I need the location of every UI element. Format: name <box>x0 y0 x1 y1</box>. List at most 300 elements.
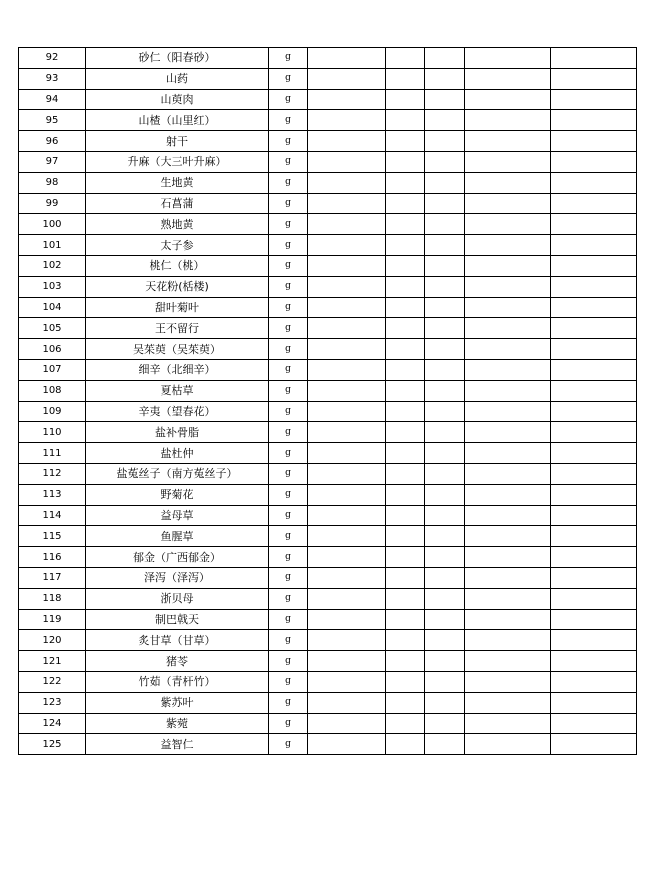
empty-cell-3 <box>425 89 465 110</box>
herb-name-cell: 升麻（大三叶升麻） <box>86 151 269 172</box>
empty-cell-3 <box>425 505 465 526</box>
row-number-cell: 121 <box>19 651 86 672</box>
empty-cell-4 <box>465 630 551 651</box>
empty-cell-1 <box>308 255 386 276</box>
empty-cell-4 <box>465 713 551 734</box>
empty-cell-5 <box>551 172 637 193</box>
empty-cell-4 <box>465 588 551 609</box>
empty-cell-3 <box>425 734 465 755</box>
empty-cell-1 <box>308 443 386 464</box>
unit-cell: g <box>269 609 308 630</box>
unit-cell: g <box>269 359 308 380</box>
table-row <box>19 630 637 651</box>
empty-cell-5 <box>551 443 637 464</box>
herb-name-cell: 竹茹（青杆竹） <box>86 671 269 692</box>
empty-cell-3 <box>425 630 465 651</box>
herb-name-cell: 盐补骨脂 <box>86 422 269 443</box>
table-row <box>19 713 637 734</box>
empty-cell-5 <box>551 671 637 692</box>
empty-cell-3 <box>425 359 465 380</box>
empty-cell-4 <box>465 214 551 235</box>
row-number-cell: 110 <box>19 422 86 443</box>
empty-cell-2 <box>386 151 425 172</box>
herb-name-cell: 猪苓 <box>86 651 269 672</box>
empty-cell-3 <box>425 588 465 609</box>
table-row <box>19 463 637 484</box>
table-row <box>19 547 637 568</box>
empty-cell-1 <box>308 359 386 380</box>
empty-cell-4 <box>465 380 551 401</box>
empty-cell-4 <box>465 172 551 193</box>
table-row <box>19 255 637 276</box>
table-row <box>19 193 637 214</box>
empty-cell-2 <box>386 339 425 360</box>
empty-cell-4 <box>465 255 551 276</box>
empty-cell-2 <box>386 567 425 588</box>
unit-cell: g <box>269 567 308 588</box>
empty-cell-1 <box>308 505 386 526</box>
empty-cell-4 <box>465 276 551 297</box>
table-row <box>19 401 637 422</box>
herb-name-cell: 山萸肉 <box>86 89 269 110</box>
herb-name-cell: 辛夷（望春花） <box>86 401 269 422</box>
empty-cell-2 <box>386 609 425 630</box>
unit-cell: g <box>269 547 308 568</box>
table-row <box>19 505 637 526</box>
unit-cell: g <box>269 651 308 672</box>
empty-cell-4 <box>465 339 551 360</box>
table-row <box>19 131 637 152</box>
empty-cell-1 <box>308 214 386 235</box>
unit-cell: g <box>269 526 308 547</box>
empty-cell-1 <box>308 172 386 193</box>
row-number-cell: 120 <box>19 630 86 651</box>
empty-cell-2 <box>386 630 425 651</box>
empty-cell-2 <box>386 380 425 401</box>
empty-cell-4 <box>465 692 551 713</box>
unit-cell: g <box>269 671 308 692</box>
unit-cell: g <box>269 380 308 401</box>
empty-cell-5 <box>551 193 637 214</box>
empty-cell-1 <box>308 567 386 588</box>
empty-cell-5 <box>551 339 637 360</box>
herb-name-cell: 生地黄 <box>86 172 269 193</box>
herb-name-cell: 紫菀 <box>86 713 269 734</box>
unit-cell: g <box>269 89 308 110</box>
empty-cell-4 <box>465 463 551 484</box>
herb-name-cell: 太子参 <box>86 235 269 256</box>
empty-cell-2 <box>386 276 425 297</box>
unit-cell: g <box>269 172 308 193</box>
unit-cell: g <box>269 630 308 651</box>
empty-cell-3 <box>425 671 465 692</box>
row-number-cell: 94 <box>19 89 86 110</box>
row-number-cell: 109 <box>19 401 86 422</box>
empty-cell-1 <box>308 380 386 401</box>
empty-cell-2 <box>386 68 425 89</box>
empty-cell-5 <box>551 401 637 422</box>
empty-cell-3 <box>425 526 465 547</box>
empty-cell-3 <box>425 318 465 339</box>
empty-cell-2 <box>386 422 425 443</box>
empty-cell-4 <box>465 401 551 422</box>
empty-cell-1 <box>308 630 386 651</box>
table-row <box>19 48 637 69</box>
row-number-cell: 103 <box>19 276 86 297</box>
table-row <box>19 276 637 297</box>
empty-cell-4 <box>465 110 551 131</box>
empty-cell-2 <box>386 651 425 672</box>
empty-cell-5 <box>551 359 637 380</box>
herb-name-cell: 浙贝母 <box>86 588 269 609</box>
empty-cell-3 <box>425 713 465 734</box>
empty-cell-1 <box>308 318 386 339</box>
empty-cell-3 <box>425 651 465 672</box>
row-number-cell: 112 <box>19 463 86 484</box>
empty-cell-2 <box>386 255 425 276</box>
empty-cell-2 <box>386 318 425 339</box>
herb-name-cell: 夏枯草 <box>86 380 269 401</box>
empty-cell-4 <box>465 734 551 755</box>
herb-name-cell: 鱼腥草 <box>86 526 269 547</box>
empty-cell-5 <box>551 484 637 505</box>
empty-cell-5 <box>551 48 637 69</box>
table-row <box>19 297 637 318</box>
unit-cell: g <box>269 151 308 172</box>
row-number-cell: 101 <box>19 235 86 256</box>
empty-cell-4 <box>465 131 551 152</box>
empty-cell-1 <box>308 692 386 713</box>
unit-cell: g <box>269 68 308 89</box>
herb-name-cell: 石菖蒲 <box>86 193 269 214</box>
empty-cell-3 <box>425 422 465 443</box>
empty-cell-3 <box>425 68 465 89</box>
empty-cell-4 <box>465 297 551 318</box>
empty-cell-2 <box>386 692 425 713</box>
empty-cell-1 <box>308 671 386 692</box>
empty-cell-2 <box>386 297 425 318</box>
empty-cell-2 <box>386 547 425 568</box>
empty-cell-2 <box>386 671 425 692</box>
empty-cell-1 <box>308 651 386 672</box>
herb-name-cell: 山药 <box>86 68 269 89</box>
table-row <box>19 89 637 110</box>
row-number-cell: 107 <box>19 359 86 380</box>
empty-cell-3 <box>425 567 465 588</box>
empty-cell-5 <box>551 110 637 131</box>
empty-cell-4 <box>465 651 551 672</box>
empty-cell-3 <box>425 463 465 484</box>
empty-cell-2 <box>386 172 425 193</box>
row-number-cell: 125 <box>19 734 86 755</box>
table-row <box>19 734 637 755</box>
empty-cell-5 <box>551 235 637 256</box>
unit-cell: g <box>269 505 308 526</box>
row-number-cell: 97 <box>19 151 86 172</box>
empty-cell-3 <box>425 484 465 505</box>
empty-cell-2 <box>386 193 425 214</box>
table-row <box>19 172 637 193</box>
unit-cell: g <box>269 734 308 755</box>
empty-cell-2 <box>386 359 425 380</box>
empty-cell-2 <box>386 131 425 152</box>
unit-cell: g <box>269 255 308 276</box>
empty-cell-4 <box>465 526 551 547</box>
empty-cell-5 <box>551 297 637 318</box>
unit-cell: g <box>269 235 308 256</box>
empty-cell-4 <box>465 89 551 110</box>
row-number-cell: 123 <box>19 692 86 713</box>
empty-cell-1 <box>308 276 386 297</box>
herb-name-cell: 细辛（北细辛） <box>86 359 269 380</box>
empty-cell-2 <box>386 235 425 256</box>
empty-cell-1 <box>308 609 386 630</box>
empty-cell-2 <box>386 401 425 422</box>
row-number-cell: 92 <box>19 48 86 69</box>
table-row <box>19 68 637 89</box>
table-row <box>19 588 637 609</box>
empty-cell-2 <box>386 48 425 69</box>
empty-cell-3 <box>425 609 465 630</box>
empty-cell-3 <box>425 692 465 713</box>
table-row <box>19 651 637 672</box>
empty-cell-5 <box>551 526 637 547</box>
empty-cell-4 <box>465 505 551 526</box>
herb-name-cell: 砂仁（阳春砂） <box>86 48 269 69</box>
empty-cell-5 <box>551 609 637 630</box>
empty-cell-4 <box>465 68 551 89</box>
row-number-cell: 115 <box>19 526 86 547</box>
empty-cell-4 <box>465 48 551 69</box>
empty-cell-5 <box>551 713 637 734</box>
herb-name-cell: 吴茱萸（吴茱萸） <box>86 339 269 360</box>
unit-cell: g <box>269 422 308 443</box>
table-row <box>19 484 637 505</box>
unit-cell: g <box>269 276 308 297</box>
empty-cell-5 <box>551 422 637 443</box>
herb-name-cell: 盐菟丝子（南方菟丝子） <box>86 463 269 484</box>
unit-cell: g <box>269 110 308 131</box>
row-number-cell: 96 <box>19 131 86 152</box>
unit-cell: g <box>269 48 308 69</box>
row-number-cell: 104 <box>19 297 86 318</box>
row-number-cell: 105 <box>19 318 86 339</box>
empty-cell-2 <box>386 214 425 235</box>
empty-cell-5 <box>551 547 637 568</box>
herb-name-cell: 熟地黄 <box>86 214 269 235</box>
empty-cell-4 <box>465 151 551 172</box>
empty-cell-3 <box>425 276 465 297</box>
herb-name-cell: 郁金（广西郁金） <box>86 547 269 568</box>
unit-cell: g <box>269 588 308 609</box>
empty-cell-5 <box>551 89 637 110</box>
table-row <box>19 380 637 401</box>
empty-cell-3 <box>425 255 465 276</box>
unit-cell: g <box>269 484 308 505</box>
herb-name-cell: 制巴戟天 <box>86 609 269 630</box>
empty-cell-5 <box>551 630 637 651</box>
empty-cell-1 <box>308 484 386 505</box>
empty-cell-3 <box>425 110 465 131</box>
table-row <box>19 692 637 713</box>
empty-cell-4 <box>465 235 551 256</box>
herb-name-cell: 王不留行 <box>86 318 269 339</box>
empty-cell-5 <box>551 380 637 401</box>
table-row <box>19 359 637 380</box>
herb-name-cell: 盐杜仲 <box>86 443 269 464</box>
empty-cell-5 <box>551 505 637 526</box>
empty-cell-2 <box>386 463 425 484</box>
empty-cell-1 <box>308 297 386 318</box>
empty-cell-3 <box>425 131 465 152</box>
empty-cell-1 <box>308 734 386 755</box>
empty-cell-1 <box>308 48 386 69</box>
empty-cell-5 <box>551 692 637 713</box>
empty-cell-3 <box>425 235 465 256</box>
empty-cell-3 <box>425 401 465 422</box>
empty-cell-1 <box>308 588 386 609</box>
empty-cell-4 <box>465 422 551 443</box>
table-row <box>19 443 637 464</box>
row-number-cell: 98 <box>19 172 86 193</box>
row-number-cell: 93 <box>19 68 86 89</box>
empty-cell-4 <box>465 671 551 692</box>
empty-cell-1 <box>308 526 386 547</box>
empty-cell-1 <box>308 547 386 568</box>
empty-cell-2 <box>386 443 425 464</box>
herb-name-cell: 益母草 <box>86 505 269 526</box>
empty-cell-5 <box>551 651 637 672</box>
table-row <box>19 339 637 360</box>
empty-cell-1 <box>308 339 386 360</box>
empty-cell-4 <box>465 359 551 380</box>
unit-cell: g <box>269 463 308 484</box>
row-number-cell: 100 <box>19 214 86 235</box>
herb-name-cell: 益智仁 <box>86 734 269 755</box>
empty-cell-5 <box>551 131 637 152</box>
herb-name-cell: 天花粉(栝楼) <box>86 276 269 297</box>
row-number-cell: 122 <box>19 671 86 692</box>
empty-cell-3 <box>425 151 465 172</box>
row-number-cell: 124 <box>19 713 86 734</box>
herb-name-cell: 甜叶菊叶 <box>86 297 269 318</box>
empty-cell-1 <box>308 193 386 214</box>
empty-cell-3 <box>425 172 465 193</box>
table-row <box>19 151 637 172</box>
empty-cell-3 <box>425 297 465 318</box>
empty-cell-4 <box>465 547 551 568</box>
row-number-cell: 99 <box>19 193 86 214</box>
table-row <box>19 318 637 339</box>
empty-cell-2 <box>386 588 425 609</box>
empty-cell-4 <box>465 193 551 214</box>
table-row <box>19 422 637 443</box>
row-number-cell: 95 <box>19 110 86 131</box>
empty-cell-2 <box>386 484 425 505</box>
empty-cell-5 <box>551 255 637 276</box>
table-row <box>19 214 637 235</box>
empty-cell-3 <box>425 380 465 401</box>
unit-cell: g <box>269 401 308 422</box>
table-row <box>19 526 637 547</box>
empty-cell-3 <box>425 547 465 568</box>
empty-cell-5 <box>551 214 637 235</box>
row-number-cell: 108 <box>19 380 86 401</box>
empty-cell-5 <box>551 463 637 484</box>
row-number-cell: 106 <box>19 339 86 360</box>
empty-cell-2 <box>386 734 425 755</box>
row-number-cell: 116 <box>19 547 86 568</box>
empty-cell-5 <box>551 588 637 609</box>
herb-name-cell: 山楂（山里红） <box>86 110 269 131</box>
herb-name-cell: 野菊花 <box>86 484 269 505</box>
row-number-cell: 119 <box>19 609 86 630</box>
empty-cell-1 <box>308 151 386 172</box>
empty-cell-4 <box>465 443 551 464</box>
empty-cell-5 <box>551 318 637 339</box>
empty-cell-5 <box>551 734 637 755</box>
unit-cell: g <box>269 339 308 360</box>
unit-cell: g <box>269 297 308 318</box>
row-number-cell: 118 <box>19 588 86 609</box>
unit-cell: g <box>269 692 308 713</box>
unit-cell: g <box>269 713 308 734</box>
empty-cell-1 <box>308 68 386 89</box>
unit-cell: g <box>269 131 308 152</box>
empty-cell-1 <box>308 401 386 422</box>
empty-cell-3 <box>425 443 465 464</box>
empty-cell-4 <box>465 484 551 505</box>
empty-cell-5 <box>551 276 637 297</box>
empty-cell-3 <box>425 193 465 214</box>
row-number-cell: 117 <box>19 567 86 588</box>
empty-cell-2 <box>386 505 425 526</box>
empty-cell-5 <box>551 68 637 89</box>
empty-cell-1 <box>308 422 386 443</box>
unit-cell: g <box>269 443 308 464</box>
empty-cell-3 <box>425 214 465 235</box>
unit-cell: g <box>269 214 308 235</box>
table-row <box>19 567 637 588</box>
row-number-cell: 102 <box>19 255 86 276</box>
table-row <box>19 609 637 630</box>
table-row <box>19 235 637 256</box>
herb-name-cell: 泽泻（泽泻） <box>86 567 269 588</box>
empty-cell-2 <box>386 526 425 547</box>
table-row <box>19 110 637 131</box>
row-number-cell: 113 <box>19 484 86 505</box>
empty-cell-3 <box>425 48 465 69</box>
row-number-cell: 114 <box>19 505 86 526</box>
unit-cell: g <box>269 318 308 339</box>
empty-cell-4 <box>465 609 551 630</box>
empty-cell-4 <box>465 567 551 588</box>
empty-cell-1 <box>308 131 386 152</box>
herb-name-cell: 桃仁（桃） <box>86 255 269 276</box>
empty-cell-1 <box>308 235 386 256</box>
empty-cell-1 <box>308 89 386 110</box>
empty-cell-3 <box>425 339 465 360</box>
empty-cell-5 <box>551 567 637 588</box>
herb-name-cell: 射干 <box>86 131 269 152</box>
table-row <box>19 671 637 692</box>
unit-cell: g <box>269 193 308 214</box>
empty-cell-2 <box>386 110 425 131</box>
herb-name-cell: 炙甘草（甘草） <box>86 630 269 651</box>
empty-cell-2 <box>386 713 425 734</box>
row-number-cell: 111 <box>19 443 86 464</box>
empty-cell-2 <box>386 89 425 110</box>
